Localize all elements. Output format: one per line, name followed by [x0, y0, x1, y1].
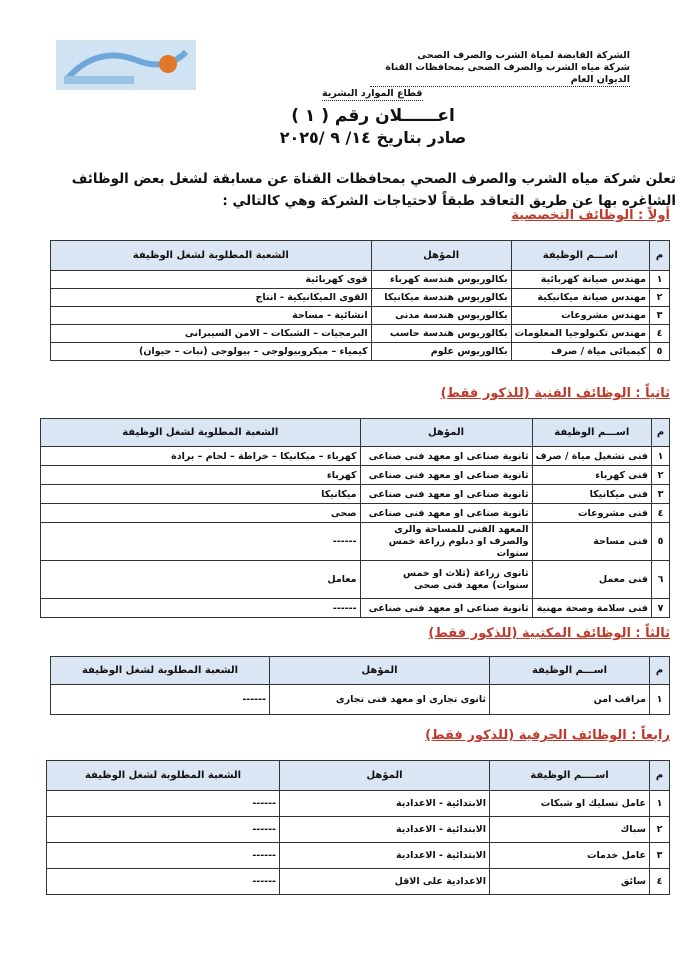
- col-header: م: [650, 241, 670, 271]
- table-header-row: [51, 241, 670, 271]
- sector-label: قطاع الموارد البشرية: [322, 88, 423, 99]
- intro-paragraph: تعلن شركة مياه الشرب والصرف الصحي بمحافظات القناة عن مسابقة لشغل بعض الوظائف الشاغره بها عن طريق التعاقد طبقاً لاحتياجات الشركة وهي كالتالي :: [71, 171, 676, 209]
- qualification: الابتدائية - الاعدادية: [280, 791, 490, 817]
- row-number: ٤: [650, 869, 670, 895]
- col-header: م: [650, 761, 670, 791]
- table-row: [47, 791, 670, 817]
- job-title: فنى كهرباء: [532, 466, 651, 485]
- specialization: انشائية - مساحة: [51, 307, 372, 325]
- row-number: ١: [650, 271, 670, 289]
- specialization: كهرباء – ميكانيكا – خراطة – لحام – برادة: [41, 447, 361, 466]
- col-header: المؤهل: [280, 761, 490, 791]
- table-row: [51, 343, 670, 361]
- row-number: ٣: [652, 485, 670, 504]
- org-line: الشركة القابضة لمياة الشرب والصرف الصحى: [417, 50, 630, 61]
- row-number: ٦: [652, 561, 670, 599]
- row-number: ٢: [650, 817, 670, 843]
- job-title: سائق: [490, 869, 650, 895]
- row-number: ١: [650, 791, 670, 817]
- table-row: [41, 599, 670, 618]
- job-title: عامل خدمات: [490, 843, 650, 869]
- document-page: [22, 18, 676, 948]
- col-header: اســـم الوظيفة: [490, 657, 650, 685]
- section-title: ثانياً : الوظائف الفنية (للذكور فقط): [440, 386, 670, 401]
- qualification: ثانوية صناعى او معهد فنى صناعى: [360, 485, 532, 504]
- col-header: اســـم الوظيفة: [511, 241, 649, 271]
- jobs-table: [46, 760, 670, 895]
- specialization: كهرباء: [41, 466, 361, 485]
- job-title: فنى مشروعات: [532, 504, 651, 523]
- table-row: [41, 504, 670, 523]
- table-row: [41, 561, 670, 599]
- row-number: ٣: [650, 843, 670, 869]
- table-row: [41, 466, 670, 485]
- job-title: فنى تشغيل مياة / صرف: [532, 447, 651, 466]
- row-number: ٢: [652, 466, 670, 485]
- organization-block: [370, 50, 630, 87]
- table-row: [51, 289, 670, 307]
- qualification: ثانوية صناعى او معهد فنى صناعى: [360, 599, 532, 618]
- job-title: فنى معمل: [532, 561, 651, 599]
- job-title: مراقب امن: [490, 685, 650, 715]
- company-logo: [56, 40, 196, 90]
- specialization: ------: [41, 599, 361, 618]
- row-number: ١: [650, 685, 670, 715]
- jobs-table: [50, 656, 670, 715]
- specialization: ------: [47, 791, 280, 817]
- col-header: الشعبة المطلوبة لشغل الوظيفة: [51, 241, 372, 271]
- job-title: مهندس صيانة كهربائية: [511, 271, 649, 289]
- specialization: ------: [41, 523, 361, 561]
- job-title: مهندس تكنولوجيا المعلومات: [511, 325, 649, 343]
- specialization: ------: [47, 817, 280, 843]
- job-title: سباك: [490, 817, 650, 843]
- job-title: فنى ميكانيكا: [532, 485, 651, 504]
- table-row: [51, 685, 670, 715]
- specialization: كيمياء – ميكروبيولوجى – بيولوجى (نبات – حيوان): [51, 343, 372, 361]
- org-line: الديوان العام: [370, 74, 630, 87]
- col-header: المؤهل: [270, 657, 490, 685]
- specialization: قوى كهربائية: [51, 271, 372, 289]
- section-title: ثالثاً : الوظائف المكتبية (للذكور فقط): [428, 626, 670, 641]
- col-header: اســـم الوظيفة: [532, 419, 651, 447]
- qualification: ثانوى تجارى او معهد فنى تجارى: [270, 685, 490, 715]
- job-title: فنى مساحة: [532, 523, 651, 561]
- specialization: ------: [47, 843, 280, 869]
- qualification: ثانوية صناعى او معهد فنى صناعى: [360, 504, 532, 523]
- col-header: م: [650, 657, 670, 685]
- jobs-table: [40, 418, 670, 618]
- qualification: الابتدائية - الاعدادية: [280, 843, 490, 869]
- section-title: أولاً : الوظائف التخصصية: [511, 208, 670, 223]
- job-title: كيميائى مياة / صرف: [511, 343, 649, 361]
- col-header: م: [652, 419, 670, 447]
- qualification: بكالوريوس هندسة مدنى: [371, 307, 511, 325]
- col-header: اســــم الوظيفة: [490, 761, 650, 791]
- section-title: رابعاً : الوظائف الحرفية (للذكور فقط): [425, 728, 670, 743]
- table-header-row: [41, 419, 670, 447]
- qualification: بكالوريوس هندسة كهرباء: [371, 271, 511, 289]
- col-header: الشعبة المطلوبة لشغل الوظيفة: [41, 419, 361, 447]
- issue-date: صادر بتاريخ ١٤/ ٩ /٢٠٢٥: [279, 128, 467, 147]
- table-header-row: [47, 761, 670, 791]
- specialization: ------: [51, 685, 270, 715]
- specialization: ميكانيكا: [41, 485, 361, 504]
- row-number: ٣: [650, 307, 670, 325]
- table-row: [51, 271, 670, 289]
- specialization: ------: [47, 869, 280, 895]
- qualification: ثانوية صناعى او معهد فنى صناعى: [360, 466, 532, 485]
- row-number: ٥: [652, 523, 670, 561]
- jobs-table: [50, 240, 670, 361]
- qualification: الاعدادية على الاقل: [280, 869, 490, 895]
- qualification: بكالوريوس هندسة ميكانيكا: [371, 289, 511, 307]
- row-number: ٢: [650, 289, 670, 307]
- table-row: [41, 447, 670, 466]
- qualification: الابتدائية - الاعدادية: [280, 817, 490, 843]
- table-header-row: [51, 657, 670, 685]
- table-row: [51, 307, 670, 325]
- row-number: ٤: [652, 504, 670, 523]
- announcement-title: اعــــــلان رقم ( ١ ): [291, 106, 455, 126]
- job-title: مهندس صيانة ميكانيكية: [511, 289, 649, 307]
- qualification: بكالوريوس هندسة حاسب: [371, 325, 511, 343]
- table-row: [51, 325, 670, 343]
- job-title: عامل تسليك او شبكات: [490, 791, 650, 817]
- col-header: الشعبة المطلوبة لشغل الوظيفة: [47, 761, 280, 791]
- job-title: فنى سلامة وصحة مهنية: [532, 599, 651, 618]
- table-row: [47, 817, 670, 843]
- row-number: ٧: [652, 599, 670, 618]
- table-row: [47, 843, 670, 869]
- row-number: ١: [652, 447, 670, 466]
- row-number: ٥: [650, 343, 670, 361]
- row-number: ٤: [650, 325, 670, 343]
- job-title: مهندس مشروعات: [511, 307, 649, 325]
- specialization: القوى الميكانيكية - انتاج: [51, 289, 372, 307]
- col-header: المؤهل: [360, 419, 532, 447]
- table-row: [41, 485, 670, 504]
- qualification: المعهد الفنى للمساحة والرى والصرف او دبلوم زراعة خمس سنوات: [360, 523, 532, 561]
- org-line: شركة مياه الشرب والصرف الصحى بمحافظات القناة: [385, 62, 630, 73]
- specialization: معامل: [41, 561, 361, 599]
- qualification: بكالوريوس علوم: [371, 343, 511, 361]
- col-header: المؤهل: [371, 241, 511, 271]
- table-row: [41, 523, 670, 561]
- table-row: [47, 869, 670, 895]
- specialization: البرمجيات – الشبكات – الامن السيبرانى: [51, 325, 372, 343]
- qualification: ثانوى زراعة (ثلاث او خمس سنوات) معهد فنى صحى: [360, 561, 532, 599]
- col-header: الشعبة المطلوبة لشغل الوظيفة: [51, 657, 270, 685]
- qualification: ثانوية صناعى او معهد فنى صناعى: [360, 447, 532, 466]
- specialization: صحى: [41, 504, 361, 523]
